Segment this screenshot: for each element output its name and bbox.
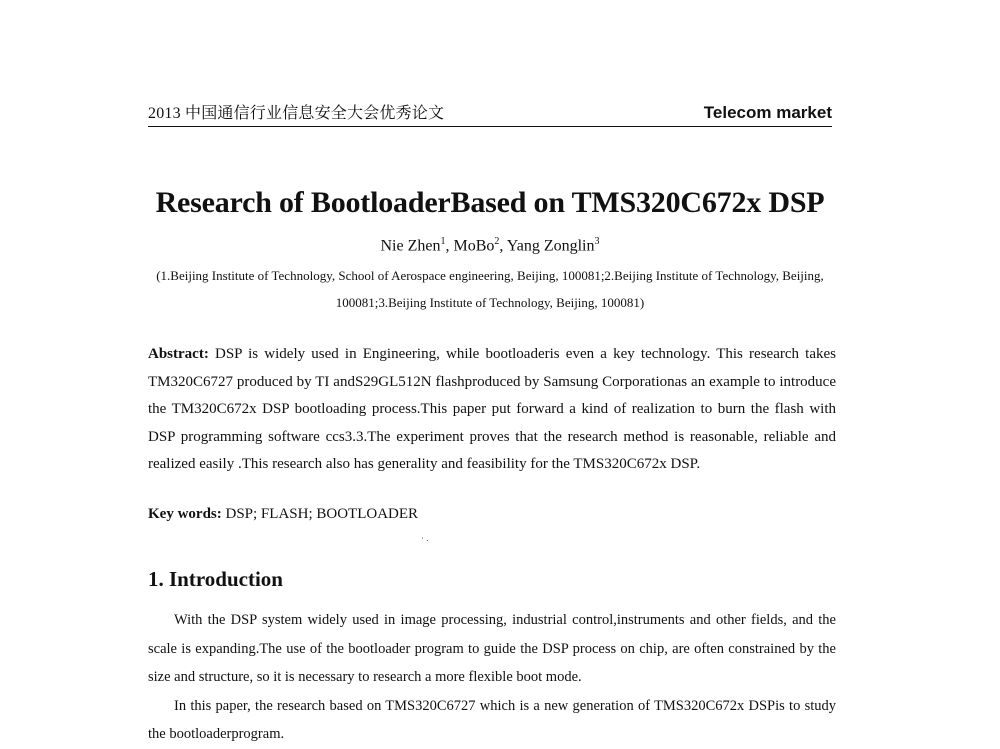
running-header: [148, 100, 832, 127]
header-journal: Telecom market: [703, 103, 832, 122]
author-affiliation-mark: 2: [494, 236, 500, 247]
paper-title: Research of BootloaderBased on TMS320C672x DSP: [155, 186, 825, 219]
paragraph: In this paper, the research based on TMS320C6727 which is a new generation of TMS320C672x DSPis to study the bootloaderprogram.: [148, 697, 836, 742]
abstract-text: DSP is widely used in Engineering, while bootloaderis even a key technology. This research takes TM320C6727 produced by TI andS29GL512N flashproduced by Samsung Corporationas an example to introduce the TM320C672x DSP bootloading process.This paper put forward a kind of realization to burn the flash with DSP programming software ccs3.3.The experiment proves that the research method is reasonable, reliable and realized easily .This research also has generality and feasibility for the TMS320C672x DSP.: [148, 346, 836, 472]
keywords-label: Key words:: [148, 506, 222, 522]
header-conference: 2013 中国通信行业信息安全大会优秀论文: [148, 105, 445, 122]
introduction-body: [148, 606, 836, 749]
author-affiliation-mark: 3: [594, 236, 600, 247]
author-separator: ,: [445, 237, 454, 255]
affiliation: (1.Beijing Institute of Technology, School of Aerospace engineering, Beijing, 100081;2.Beijing Institute of Technology, Beijing, 100081;3.Beijing Institute of Technology, Beijing, 100081): [156, 268, 824, 310]
paragraph: With the DSP system widely used in image processing, industrial control,instruments and other fields, and the scale is expanding.The use of the bootloader program to guide the DSP process on chip, are often constrained by the size and structure, so it is necessary to research a more flexible boot mode.: [148, 612, 836, 685]
keywords: [148, 501, 836, 528]
author-name: Nie Zhen: [380, 237, 441, 255]
scan-speck: · .: [421, 533, 429, 543]
author-name: MoBo: [453, 237, 495, 255]
author-separator: ,: [499, 237, 507, 255]
section-heading: 1. Introduction: [148, 567, 283, 591]
keywords-text: DSP; FLASH; BOOTLOADER: [225, 506, 419, 522]
author-name: Yang Zonglin: [506, 237, 595, 255]
author-list: [100, 236, 880, 255]
author-affiliation-mark: 1: [440, 236, 446, 247]
abstract: [148, 341, 836, 479]
abstract-label: Abstract:: [148, 346, 209, 362]
